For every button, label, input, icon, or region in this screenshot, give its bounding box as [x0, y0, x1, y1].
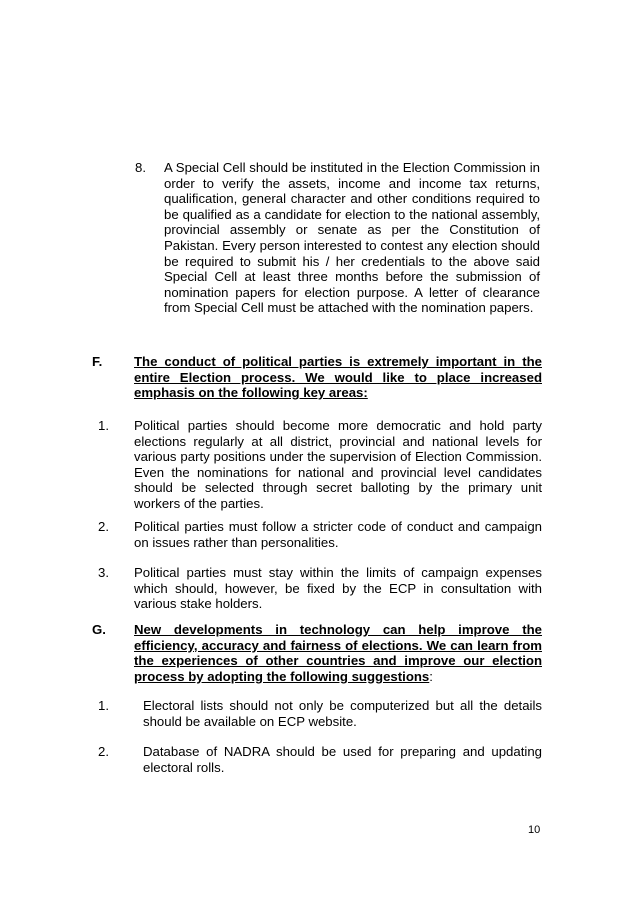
item-8-text: A Special Cell should be instituted in the Election Commission in order to verify the assets, income and income tax returns, qualification, general character and other conditions required to be qualified as a candidate for election to the national assembly, provincial assembly or senate as per the Constitution of Pakistan. Every person interested to contest any election should be required to submit his / her credentials to the above said Special Cell at least three months before the submission of nomination papers for election purpose. A letter of clearance from Special Cell must be attached with the nomination papers. [164, 160, 540, 316]
section-f-item-1-text: Political parties should become more democratic and hold party elections regularly at all district, provincial and national levels for various party positions under the supervision of Election Commission. Even the nominations for national and provincial level candidates should be selected through secret balloting by the primary unit workers of the parties. [134, 418, 542, 511]
item-8-number: 8. [135, 160, 146, 175]
section-f-heading: The conduct of political parties is extremely important in the entire Election process. We would like to place increased emphasis on the following key areas: [134, 354, 542, 401]
section-g-letter: G. [92, 622, 106, 637]
section-g-item-1-text: Electoral lists should not only be computerized but all the details should be available on ECP website. [143, 698, 542, 729]
section-f-item-1-number: 1. [98, 418, 109, 433]
section-g-item-1-number: 1. [98, 698, 109, 713]
section-f-item-2-number: 2. [98, 519, 109, 534]
section-f-item-3-number: 3. [98, 565, 109, 580]
section-f-item-2-text: Political parties must follow a stricter code of conduct and campaign on issues rather than personalities. [134, 519, 542, 550]
section-g-heading-colon: : [429, 668, 433, 684]
section-g-item-2-number: 2. [98, 744, 109, 759]
section-f-letter: F. [92, 354, 103, 369]
page-number: 10 [528, 824, 541, 836]
section-g-heading [134, 622, 542, 684]
section-g-heading-text: New developments in technology can help improve the efficiency, accuracy and fairness of elections. We can learn from the experiences of other countries and improve our election process by adopting the following suggestions [134, 622, 542, 684]
section-f-item-3-text: Political parties must stay within the limits of campaign expenses which should, however, be fixed by the ECP in consultation with various stake holders. [134, 565, 542, 612]
section-g-item-2-text: Database of NADRA should be used for preparing and updating electoral rolls. [143, 744, 542, 775]
